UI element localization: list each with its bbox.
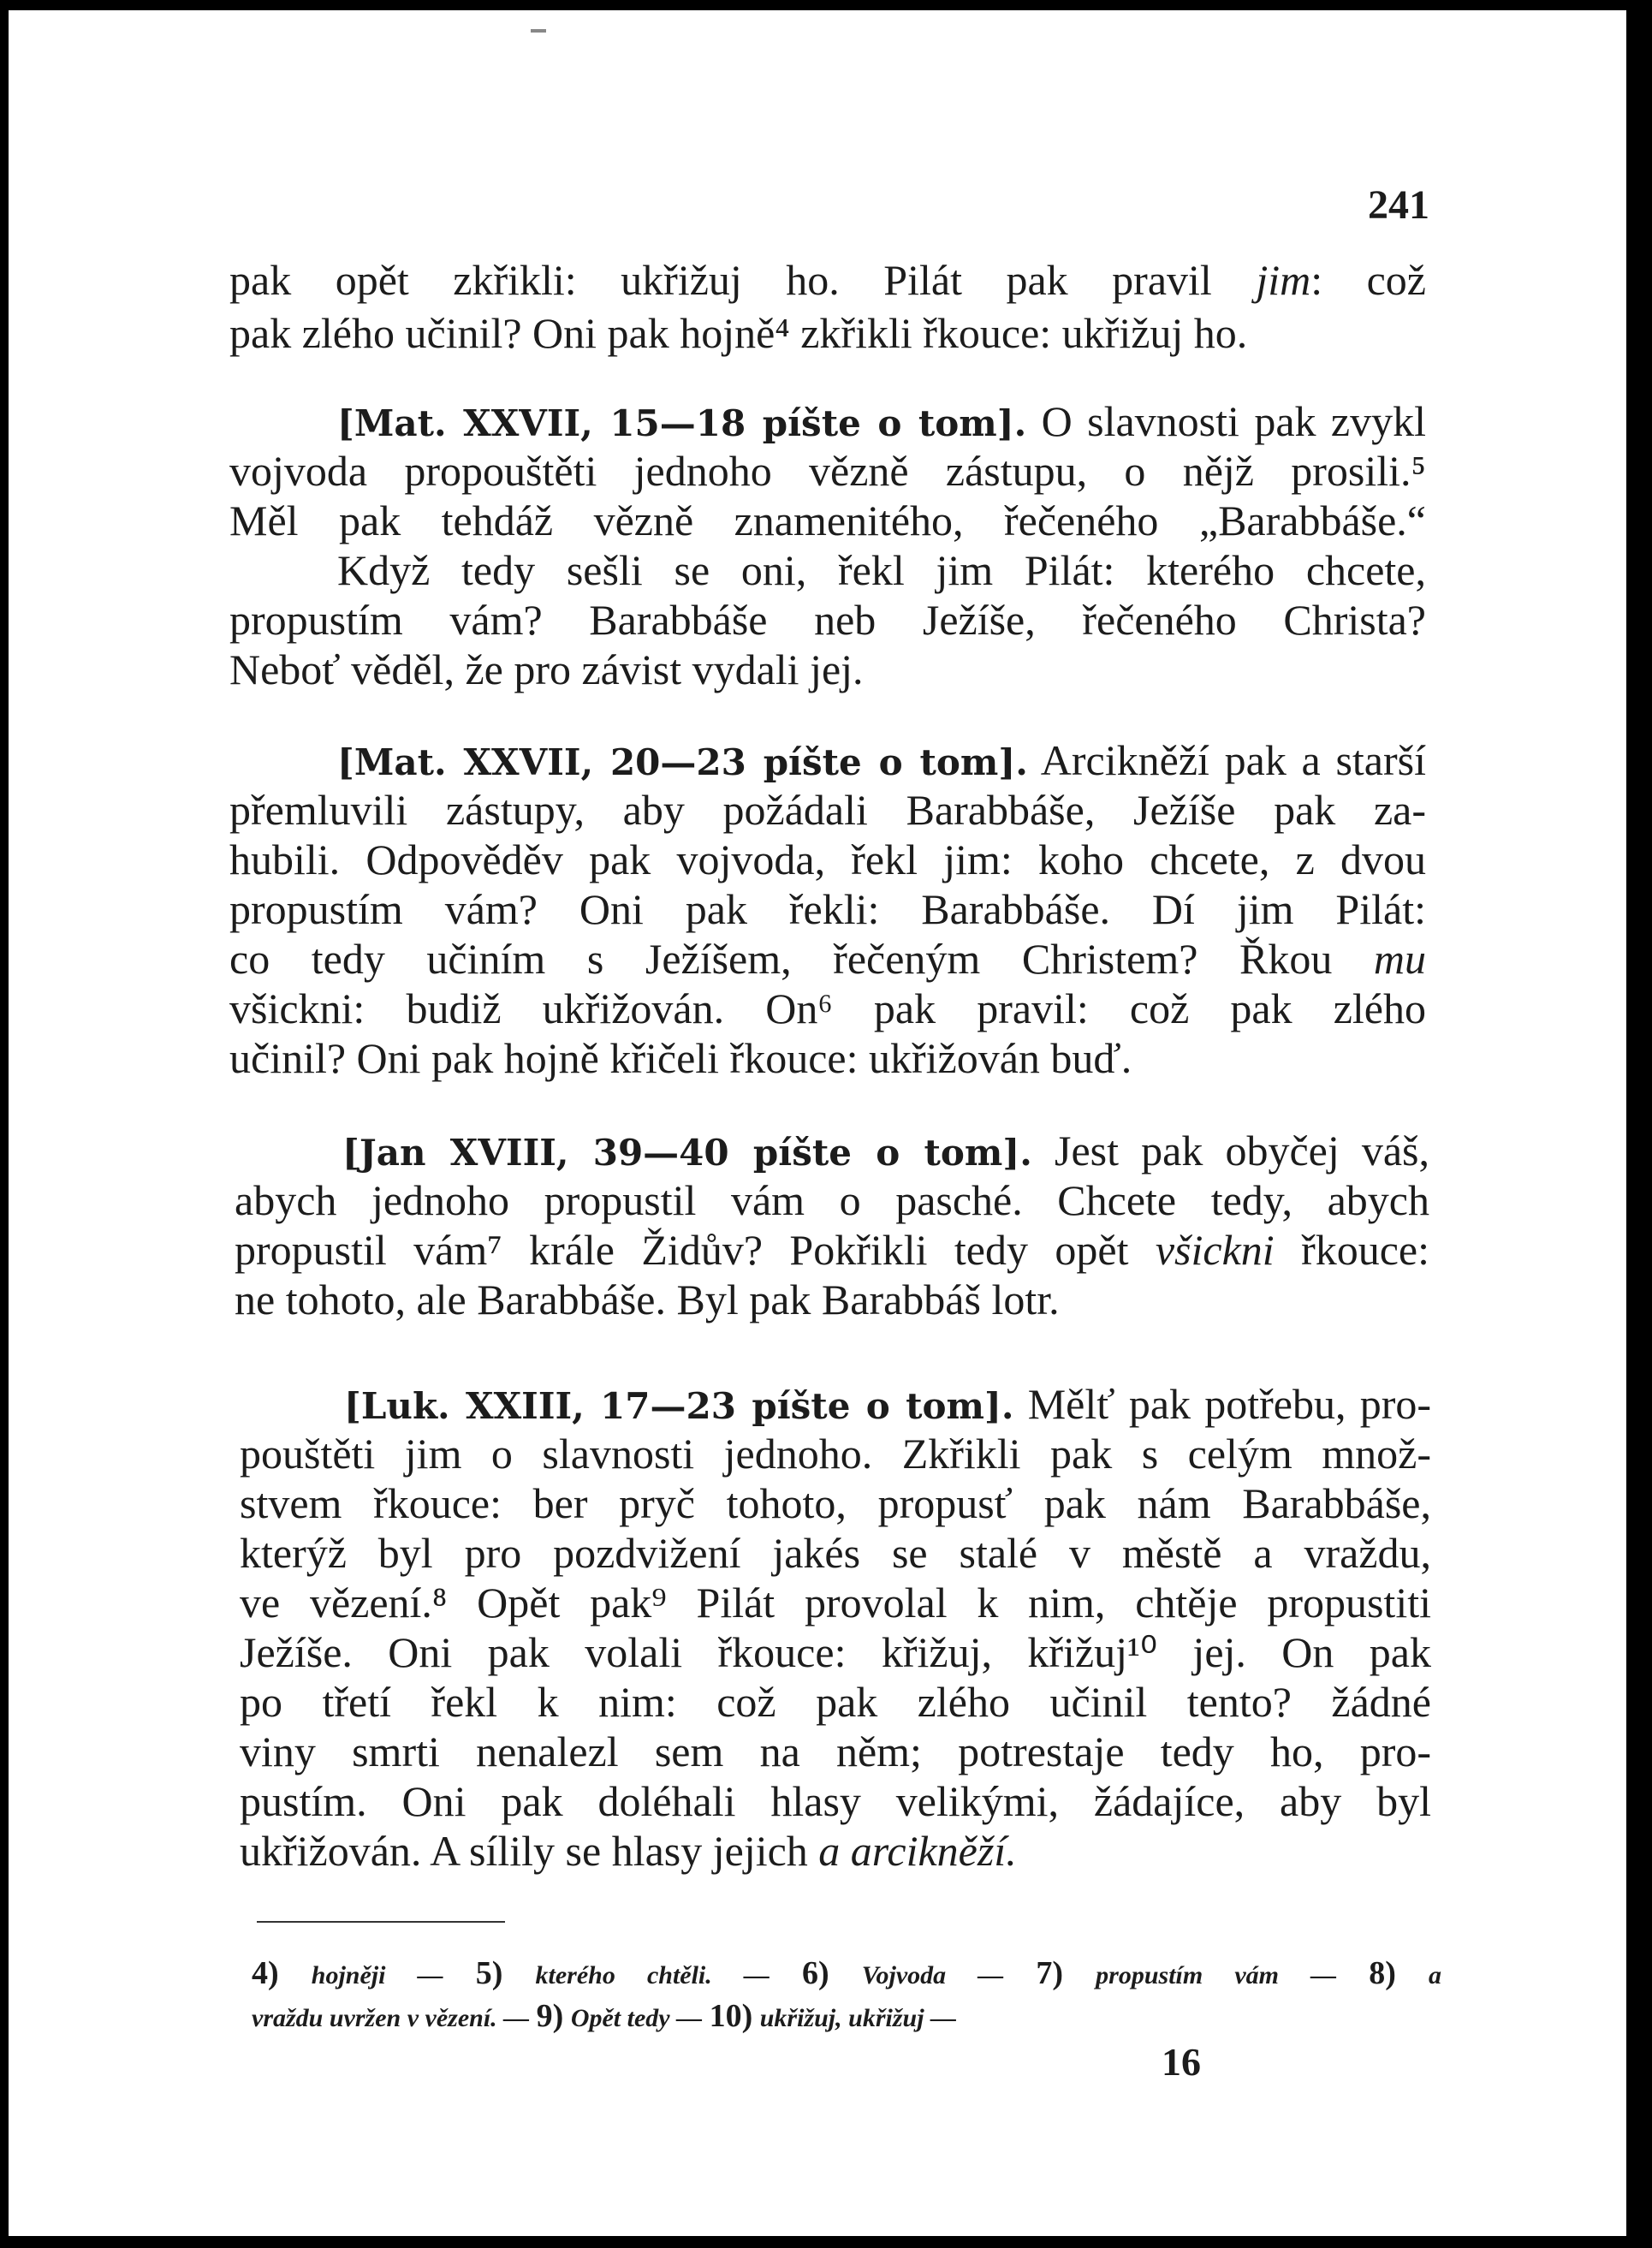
- text-line: [Jan XVIII, 39—40 píšte o tom]. Jest pak obyčej váš,: [342, 1127, 1430, 1175]
- bible-reference: [Luk. XXIII, 17—23 píšte o tom].: [344, 1385, 1014, 1427]
- text-line: ukřižován. A sílily se hlasy jejich a arcikněží.: [240, 1827, 1017, 1875]
- text-line: Když tedy sešli se oni, řekl jim Pilát: kterého chcete,: [337, 546, 1426, 594]
- scan-mark: [531, 29, 546, 33]
- signature-mark: 16: [1162, 2040, 1201, 2084]
- text-line: co tedy učiním s Ježíšem, řečeným Christem? Řkou mu: [229, 935, 1426, 983]
- text-line: [Mat. XXVII, 15—18 píšte o tom]. O slavnosti pak zvykl: [337, 397, 1426, 445]
- text-line: propustím vám? Oni pak řekli: Barabbáše. Dí jim Pilát:: [229, 885, 1426, 933]
- text-line: Měl pak tehdáž vězně znamenitého, řečeného „Barabbáše.“: [229, 497, 1426, 544]
- text-line: všickni: budiž ukřižován. On⁶ pak pravil: což pak zlého: [229, 984, 1426, 1032]
- text-line: abych jednoho propustil vám o pasché. Chcete tedy, abych: [235, 1176, 1429, 1224]
- text-line: učinil? Oni pak hojně křičeli řkouce: ukřižován buď.: [229, 1034, 1132, 1082]
- text-line: hubili. Odpověděv pak vojvoda, řekl jim: koho chcete, z dvou: [229, 836, 1426, 883]
- text-line: Ježíše. Oni pak volali řkouce: křižuj, křižuj¹⁰ jej. On pak: [240, 1628, 1431, 1676]
- text-line: stvem řkouce: ber pryč tohoto, propusť pak nám Barabbáše,: [240, 1479, 1431, 1527]
- text-line: pustím. Oni pak doléhali hlasy velikými, žádajíce, aby byl: [240, 1777, 1431, 1825]
- book-page: [9, 10, 1626, 2236]
- footnote-line: vraždu uvržen v vězení. — 9) Opět tedy — 10) ukřižuj, ukřižuj —: [252, 1998, 957, 2034]
- text-line: propustím vám? Barabbáše neb Ježíše, řečeného Christa?: [229, 596, 1426, 644]
- text-line: viny smrti nenalezl sem na něm; potrestaje tedy ho, pro-: [240, 1728, 1431, 1775]
- text-line: [Mat. XXVII, 20—23 píšte o tom]. Arcikněží pak a starší: [337, 736, 1426, 784]
- text-line: Neboť věděl, že pro závist vydali jej.: [229, 645, 864, 693]
- text-line: pouštěti jim o slavnosti jednoho. Zkřikli pak s celým množ-: [240, 1430, 1431, 1478]
- text-line: přemluvili zástupy, aby požádali Barabbáše, Ježíše pak za-: [229, 786, 1426, 834]
- text-line: pak zlého učinil? Oni pak hojně⁴ zkřikli řkouce: ukřižuj ho.: [229, 309, 1248, 357]
- text-line: propustil vám⁷ krále Židův? Pokřikli tedy opět všickni řkouce:: [235, 1226, 1429, 1274]
- bible-reference: [Mat. XXVII, 20—23 píšte o tom].: [337, 741, 1028, 783]
- bible-reference: [Jan XVIII, 39—40 píšte o tom].: [342, 1132, 1032, 1174]
- text-line: vojvoda propouštěti jednoho vězně zástupu, o nějž prosili.⁵: [229, 447, 1426, 495]
- page-number: 241: [1368, 182, 1429, 228]
- footnote-line: 4) hojněji — 5) kterého chtěli. — 6) Vojvoda — 7) propustím vám — 8) a: [252, 1955, 1442, 1991]
- footnote-separator: [257, 1921, 505, 1923]
- text-line: po třetí řekl k nim: což pak zlého učinil tento? žádné: [240, 1678, 1431, 1726]
- text-line: pak opět zkřikli: ukřižuj ho. Pilát pak pravil jim: což: [229, 256, 1426, 304]
- bible-reference: [Mat. XXVII, 15—18 píšte o tom].: [337, 402, 1027, 444]
- text-line: kterýž byl pro pozdvižení jakés se stalé v městě a vraždu,: [240, 1529, 1431, 1577]
- text-line: [Luk. XXIII, 17—23 píšte o tom]. Mělť pak potřebu, pro-: [344, 1380, 1431, 1428]
- text-line: ne tohoto, ale Barabbáše. Byl pak Barabbáš lotr.: [235, 1276, 1060, 1323]
- text-line: ve vězení.⁸ Opět pak⁹ Pilát provolal k nim, chtěje propustiti: [240, 1579, 1431, 1627]
